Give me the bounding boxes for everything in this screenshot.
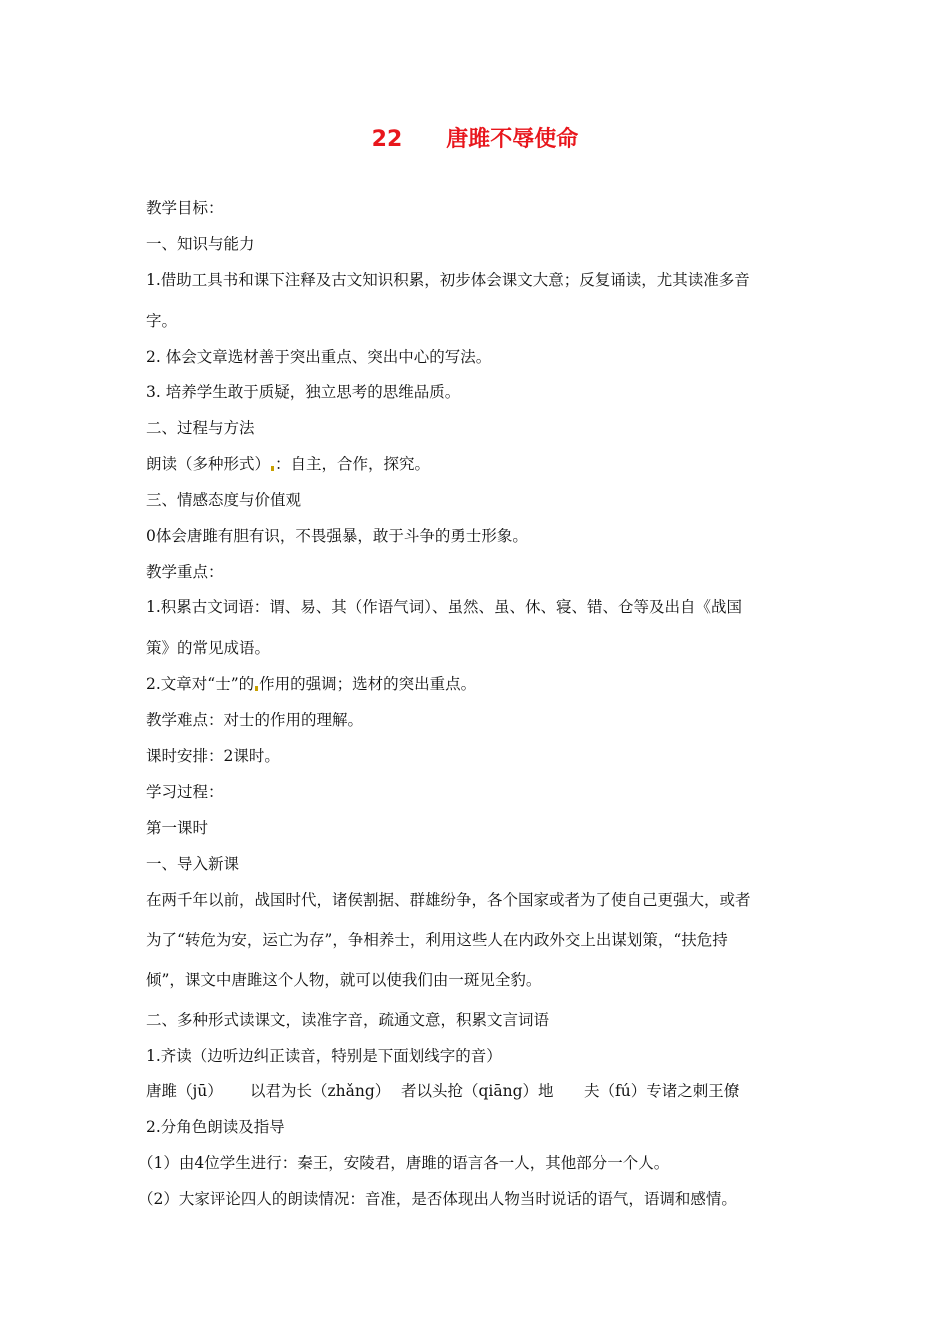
pronunciation-line bbox=[146, 1081, 826, 1101]
pronunciation-item: 以君为长（zhǎng） bbox=[250, 1082, 391, 1100]
paragraph-line: 0体会唐雎有胆有识，不畏强暴，敢于斗争的勇士形象。 bbox=[146, 527, 528, 545]
heading-reading: 二、多种形式读课文，读准字音，疏通文意，积累文言词语 bbox=[146, 1011, 550, 1029]
paragraph-line: 2.分角色朗读及指导 bbox=[146, 1118, 285, 1136]
paragraph-line bbox=[146, 454, 826, 474]
text-segment: ：自主，合作，探究。 bbox=[275, 455, 431, 473]
paragraph-line: 1.积累古文词语：谓、易、其（作语气词）、虽然、虽、休、寝、错、仓等及出自《战国 bbox=[146, 598, 743, 616]
heading-knowledge-ability: 一、知识与能力 bbox=[146, 235, 255, 253]
lesson-number: 22 bbox=[371, 127, 403, 152]
heading-key-points: 教学重点： bbox=[146, 563, 224, 581]
heading-first-lesson: 第一课时 bbox=[146, 819, 209, 837]
text-segment: 朗读（多种形式） bbox=[146, 455, 271, 473]
heading-difficulty: 教学难点：对士的作用的理解。 bbox=[146, 711, 364, 729]
edit-mark bbox=[271, 466, 274, 471]
paragraph-line: 在两千年以前，战国时代，诸侯割据、群雄纷争，各个国家或者为了使自己更强大，或者 bbox=[146, 891, 751, 909]
pronunciation-item: 唐雎（jū） bbox=[146, 1082, 223, 1100]
paragraph-line bbox=[146, 674, 826, 694]
paragraph-line: 1.借助工具书和课下注释及古文知识积累，初步体会课文大意；反复诵读，尤其读准多音 bbox=[146, 271, 750, 289]
pronunciation-item: 者以头抢（qiāng）地 bbox=[401, 1082, 554, 1100]
paragraph-line: 3. 培养学生敢于质疑，独立思考的思维品质。 bbox=[146, 383, 461, 401]
paragraph-line: 为了“转危为安，运亡为存”，争相养士，利用这些人在内政外交上出谋划策，“扶危持 bbox=[146, 931, 728, 949]
paragraph-line: 倾”，课文中唐雎这个人物，就可以使我们由一斑见全豹。 bbox=[146, 971, 542, 989]
pronunciation-item: 夫（fú）专诸之刺王僚 bbox=[584, 1082, 740, 1100]
heading-learning-process: 学习过程： bbox=[146, 783, 224, 801]
paragraph-line: 策》的常见成语。 bbox=[146, 639, 271, 657]
heading-introduction: 一、导入新课 bbox=[146, 855, 240, 873]
lesson-title: 唐雎不辱使命 bbox=[446, 127, 579, 152]
heading-emotion-values: 三、情感态度与价值观 bbox=[146, 491, 302, 509]
page-title bbox=[0, 122, 950, 153]
paragraph-line: （2）大家评论四人的朗读情况：音准，是否体现出人物当时说话的语气，语调和感情。 bbox=[138, 1190, 737, 1208]
heading-teaching-goals: 教学目标： bbox=[146, 199, 224, 217]
paragraph-line: （1）由4位学生进行：秦王，安陵君，唐雎的语言各一人，其他部分一个人。 bbox=[138, 1154, 670, 1172]
paragraph-line: 课时安排：2课时。 bbox=[146, 747, 280, 765]
paragraph-line: 1.齐读（边听边纠正读音，特别是下面划线字的音） bbox=[146, 1047, 502, 1065]
paragraph-line: 字。 bbox=[146, 312, 178, 330]
text-segment: 2.文章对“士”的 bbox=[146, 675, 255, 693]
paragraph-line: 2. 体会文章选材善于突出重点、突出中心的写法。 bbox=[146, 348, 492, 366]
text-segment: 作用的强调；选材的突出重点。 bbox=[259, 675, 477, 693]
edit-mark bbox=[255, 686, 258, 691]
heading-process-method: 二、过程与方法 bbox=[146, 419, 255, 437]
